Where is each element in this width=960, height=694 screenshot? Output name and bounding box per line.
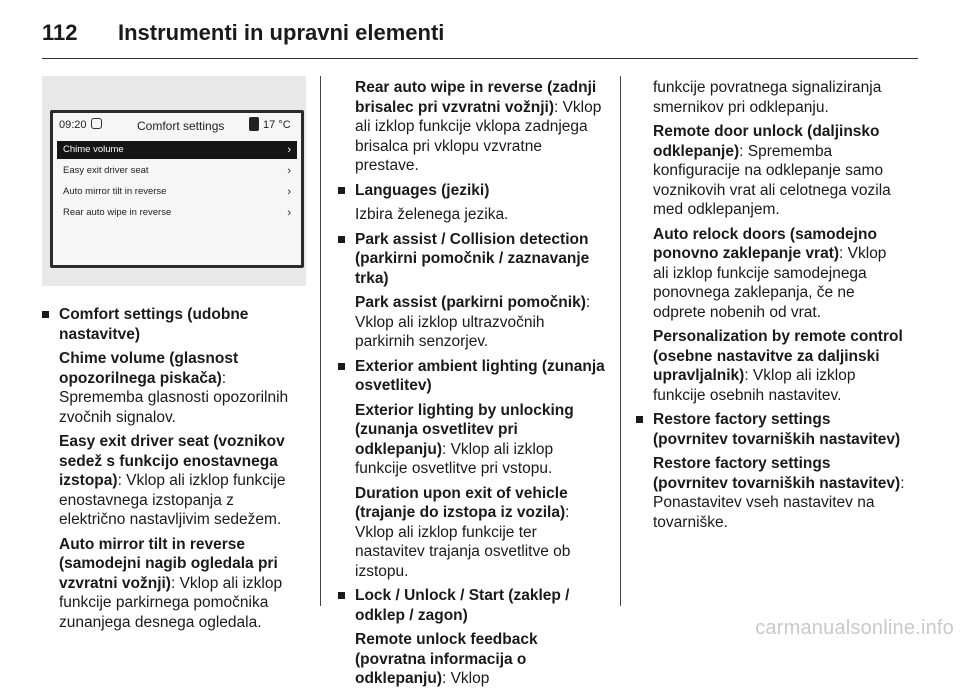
watermark: carmanualsonline.info [755,617,954,639]
bullet-square-icon [338,187,345,194]
bullet-square-icon [338,363,345,370]
bullet-square-icon [338,236,345,243]
menu-item-easy-exit [57,162,297,180]
paragraph: Auto relock doors (samodejno ponovno zaklepanje vrat): Vklop ali izklop funkcije samodejnega ponovnega zaklepanja, če ne odprete nobenih od vrat. [653,225,887,321]
paragraph: Rear auto wipe in reverse (zadnji brisalec pri vzvratni vožnji): Vklop ali izklop funkcije vklopa zadnjega brisalca pri vklopu vzvratne prestave. [355,79,602,174]
bullet-square-icon [42,311,49,318]
menu-item-rear-wipe [57,204,297,222]
paragraph: Duration upon exit of vehicle (trajanje do izstopa iz vozila): Vklop ali izklop funkcije ter nastavitev trajanja osvetlitve ob izstopu. [355,484,571,580]
bullet-exterior-lighting [338,357,606,582]
paragraph: Izbira želenega jezika. [355,206,509,223]
bullet-lock-unlock [338,586,606,689]
chevron-right-icon: › [287,165,291,177]
paragraph: Auto mirror tilt in reverse (samodejni nagib ogledala pri vzvratni vožnji): Vklop ali izklop funkcije parkirnega pomočnika zunanjega desnega ogledala. [59,535,283,631]
paragraph: Park assist (parkirni pomočnik): Vklop ali izklop ultrazvočnih parkirnih senzorjev. [355,294,591,350]
bullet-restore-factory [636,410,906,532]
bullet-square-icon [636,416,643,423]
paragraph: Chime volume (glasnost opozorilnega piskača): Sprememba glasnosti opozorilnih zvočnih signalov. [59,350,289,426]
page-title: Instrumenti in upravni elementi [118,20,445,45]
chevron-right-icon: › [287,144,291,156]
column-1 [42,305,304,637]
paragraph: funkcije povratnega signaliziranja smernikov pri odklepanju. [653,79,882,116]
bullet-heading: Park assist / Collision detection (parkirni pomočnik / zaznavanje trka) [355,230,590,287]
menu-item-label: Easy exit driver seat [63,165,149,176]
back-icon [91,118,102,129]
paragraph: Remote unlock feedback (povratna informacija o odklepanju): Vklop [355,631,538,687]
column-divider [320,76,321,606]
paragraph: Personalization by remote control (osebne nastavitve za daljinski upravljalnik): Vklop ali izklop funkcije osebnih nastavitev. [653,328,903,404]
menu-item-mirror-tilt [57,183,297,201]
continued-text [636,78,906,405]
header-rule [42,58,918,59]
paragraph: Remote door unlock (daljinsko odklepanje): Sprememba konfiguracije na odklepanje samo voznikovih vrat ali celotnega vozila med odklepanjem. [653,123,891,218]
column-3 [636,78,906,537]
display-status-bar [53,113,301,137]
temperature-icon [249,117,259,131]
column-2 [338,78,606,694]
bullet-heading: Exterior ambient lighting (zunanja osvetlitev) [355,357,605,394]
page-header [0,0,960,60]
paragraph: Restore factory settings (povrnitev tovarniških nastavitev): Ponastavitev vseh nastavitev na tovarniške. [653,455,905,531]
display-title: Comfort settings [137,119,225,133]
bullet-heading: Restore factory settings (povrnitev tovarniških nastavitev) [653,411,901,448]
menu-item-chime-volume [57,141,297,159]
display-time: 09:20 [59,119,87,131]
column-divider [620,76,621,606]
bullet-square-icon [338,592,345,599]
display-screen [50,110,304,268]
page-number: 112 [42,20,78,45]
bullet-heading: Lock / Unlock / Start (zaklep / odklep / zagon) [355,587,570,624]
bullet-heading: Languages (jeziki) [355,181,490,199]
menu-item-label: Auto mirror tilt in reverse [63,186,167,197]
chevron-right-icon: › [287,186,291,198]
display-temperature: 17 °C [263,119,291,131]
chevron-right-icon: › [287,207,291,219]
bullet-comfort-settings [42,305,304,632]
bullet-park-assist [338,230,606,352]
continued-text [338,78,606,176]
bullet-heading: Comfort settings (udobne nastavitve) [59,306,249,343]
bullet-languages [338,181,606,225]
paragraph: Exterior lighting by unlocking (zunanja osvetlitev pri odklepanju): Vklop ali izklop funkcije osvetlitve pri vstopu. [355,401,574,477]
paragraph: Easy exit driver seat (voznikov sedež s funkcijo enostavnega izstopa): Vklop ali izklop funkcije enostavnega izstopanja z električno nastavljivim sedežem. [59,433,286,528]
display-illustration [42,76,306,286]
menu-item-label: Chime volume [63,144,124,155]
menu-item-label: Rear auto wipe in reverse [63,207,172,218]
